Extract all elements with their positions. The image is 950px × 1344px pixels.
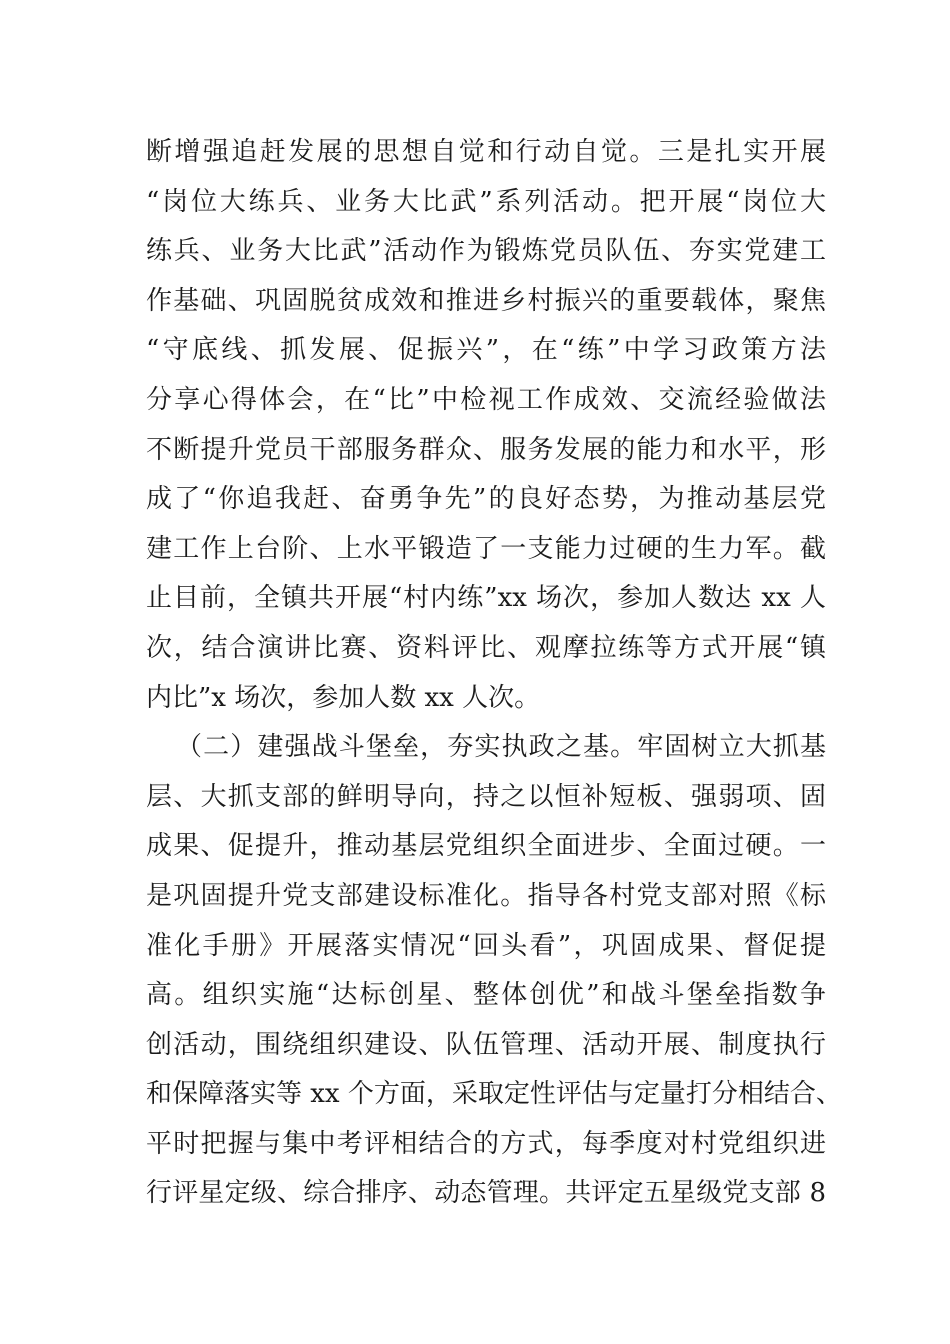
paragraph-line: 分享心得体会，在“比”中检视工作成效、交流经验做法: [146, 384, 826, 415]
paragraph-2: [146, 723, 842, 1219]
paragraph-line: “岗位大练兵、业务大比武”系列活动。把开展“岗位大: [146, 186, 826, 217]
paragraph-line: 行评星定级、综合排序、动态管理。共评定五星级党支部 8: [146, 1178, 826, 1209]
paragraph-line: 是巩固提升党支部建设标准化。指导各村党支部对照《标: [146, 880, 826, 911]
paragraph-line: 止目前，全镇共开展“村内练”xx 场次，参加人数达 xx 人: [146, 583, 826, 614]
paragraph-1: [146, 128, 826, 723]
paragraph-line: 练兵、业务大比武”活动作为锻炼党员队伍、夯实党建工: [146, 236, 826, 267]
paragraph-line: 断增强追赶发展的思想自觉和行动自觉。三是扎实开展: [146, 137, 826, 167]
paragraph-line: 不断提升党员干部服务群众、服务发展的能力和水平，形: [146, 434, 826, 465]
body-text: [146, 128, 842, 1219]
section-heading-line: （二）建强战斗堡垒，夯实执政之基。牢固树立大抓基: [176, 732, 826, 763]
paragraph-line: “守底线、抓发展、促振兴”，在“练”中学习政策方法: [146, 335, 826, 366]
paragraph-line: 和保障落实等 xx 个方面，采取定性评估与定量打分相结合、: [146, 1079, 842, 1110]
paragraph-line: 次，结合演讲比赛、资料评比、观摩拉练等方式开展“镇: [146, 632, 826, 663]
paragraph-line: 建工作上台阶、上水平锻造了一支能力过硬的生力军。截: [146, 533, 826, 564]
paragraph-line: 创活动，围绕组织建设、队伍管理、活动开展、制度执行: [146, 1029, 826, 1060]
paragraph-line: 内比”x 场次，参加人数 xx 人次。: [146, 682, 541, 713]
paragraph-line: 成果、促提升，推动基层党组织全面进步、全面过硬。一: [146, 831, 826, 862]
paragraph-line: 作基础、巩固脱贫成效和推进乡村振兴的重要载体，聚焦: [146, 285, 826, 316]
paragraph-line: 平时把握与集中考评相结合的方式，每季度对村党组织进: [146, 1128, 826, 1159]
paragraph-line: 层、大抓支部的鲜明导向，持之以恒补短板、强弱项、固: [146, 781, 826, 812]
paragraph-line: 准化手册》开展落实情况“回头看”，巩固成果、督促提: [146, 930, 826, 961]
paragraph-line: 高。组织实施“达标创星、整体创优”和战斗堡垒指数争: [146, 980, 826, 1011]
paragraph-line: 成了“你追我赶、奋勇争先”的良好态势，为推动基层党: [146, 484, 826, 515]
